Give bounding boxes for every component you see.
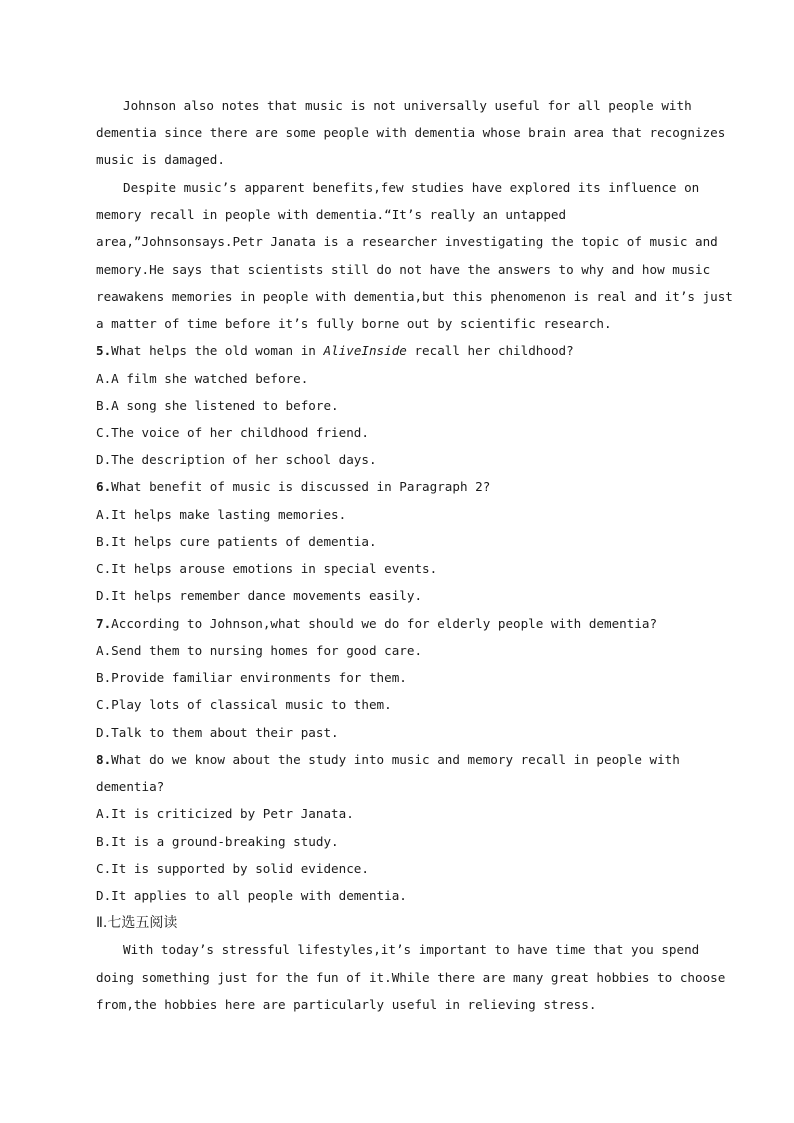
- section-line: doing something just for the fun of it.While there are many great hobbies to choose: [96, 970, 726, 985]
- question-8-stem-cont: dementia?: [96, 779, 165, 794]
- question-text: What do we know about the study into music and memory recall in people with: [111, 752, 680, 767]
- option-b: B.A song she listened to before.: [96, 398, 339, 413]
- option-a: A.It is criticized by Petr Janata.: [96, 806, 354, 821]
- question-number: 6.: [96, 479, 112, 494]
- option-d: D.The description of her school days.: [96, 452, 377, 467]
- question-number: 5.: [96, 343, 112, 358]
- question-text: According to Johnson,what should we do for elderly people with dementia?: [111, 616, 658, 631]
- option-b: B.It helps cure patients of dementia.: [96, 534, 377, 549]
- option-a: A.A film she watched before.: [96, 371, 309, 386]
- question-8-stem: [96, 752, 680, 768]
- option-a: A.Send them to nursing homes for good care.: [96, 643, 423, 658]
- question-text: What benefit of music is discussed in Paragraph 2?: [111, 479, 491, 494]
- option-d: D.It applies to all people with dementia.: [96, 888, 407, 903]
- option-b: B.It is a ground-breaking study.: [96, 834, 339, 849]
- question-text: recall her childhood?: [406, 343, 574, 358]
- passage-line: a matter of time before it’s fully borne out by scientific research.: [96, 316, 612, 331]
- question-7-stem: [96, 616, 657, 632]
- passage-line: music is damaged.: [96, 152, 225, 167]
- option-c: C.The voice of her childhood friend.: [96, 425, 369, 440]
- question-number: 8.: [96, 752, 112, 767]
- passage-line: dementia since there are some people with dementia whose brain area that recognizes: [96, 125, 726, 140]
- passage-line: memory.He says that scientists still do not have the answers to why and how music: [96, 262, 711, 277]
- option-d: D.Talk to them about their past.: [96, 725, 339, 740]
- section-line: from,the hobbies here are particularly useful in relieving stress.: [96, 997, 597, 1012]
- question-6-stem: [96, 479, 490, 495]
- option-b: B.Provide familiar environments for them.: [96, 670, 407, 685]
- option-c: C.It helps arouse emotions in special events.: [96, 561, 438, 576]
- option-a: A.It helps make lasting memories.: [96, 507, 347, 522]
- passage-line: Despite music’s apparent benefits,few studies have explored its influence on: [123, 180, 700, 195]
- question-text: What helps the old woman in: [111, 343, 324, 358]
- section-line: With today’s stressful lifestyles,it’s important to have time that you spend: [123, 942, 700, 957]
- question-5-stem: [96, 343, 574, 359]
- passage-line: Johnson also notes that music is not universally useful for all people with: [123, 98, 692, 113]
- option-c: C.It is supported by solid evidence.: [96, 861, 369, 876]
- passage-line: reawakens memories in people with dementia,but this phenomenon is real and it’s just: [96, 289, 733, 304]
- section-heading: Ⅱ.七选五阅读: [96, 915, 178, 931]
- film-title: AliveInside: [323, 343, 407, 358]
- passage-line: area,”Johnsonsays.Petr Janata is a researcher investigating the topic of music and: [96, 234, 718, 249]
- passage-line: memory recall in people with dementia.“It’s really an untapped: [96, 207, 567, 222]
- question-number: 7.: [96, 616, 112, 631]
- option-d: D.It helps remember dance movements easily.: [96, 588, 423, 603]
- option-c: C.Play lots of classical music to them.: [96, 697, 392, 712]
